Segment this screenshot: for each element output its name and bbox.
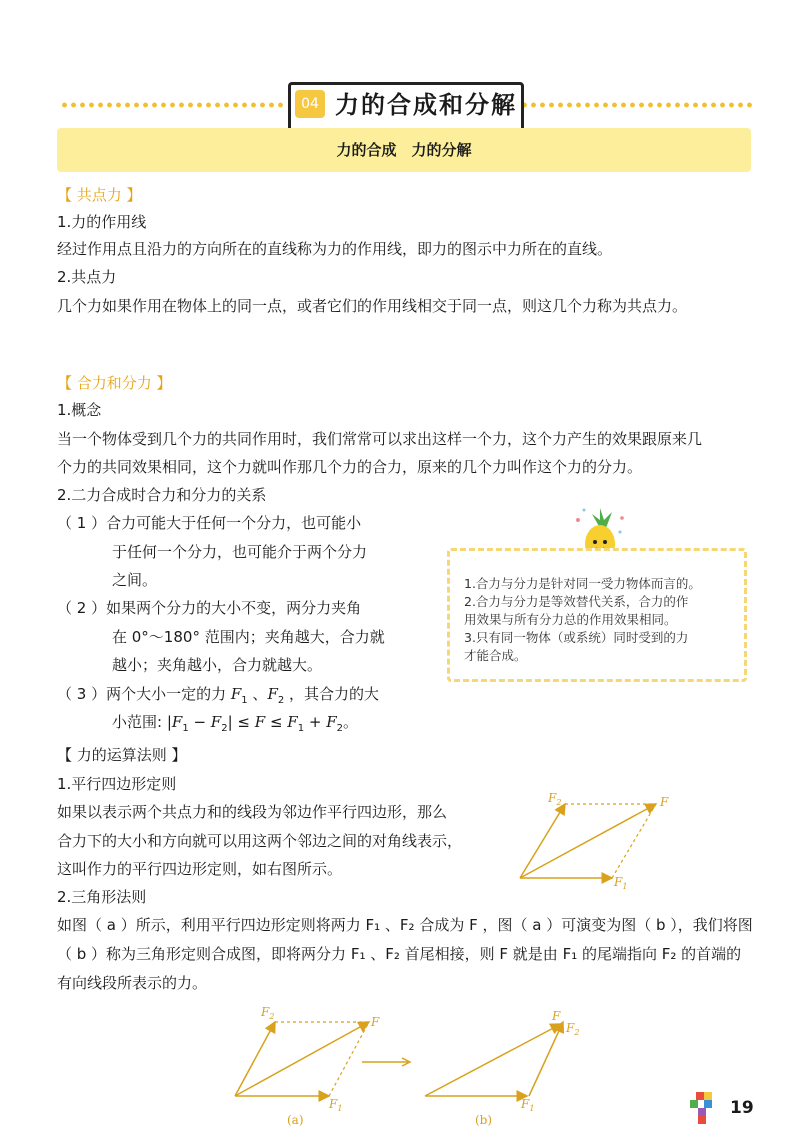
publisher-logo-icon bbox=[690, 1090, 720, 1124]
chapter-number: 04 bbox=[295, 90, 325, 118]
note-line: 1.合力与分力是针对同一受力物体而言的。 bbox=[464, 576, 701, 591]
note-box bbox=[447, 548, 747, 682]
label-f: F bbox=[552, 1009, 561, 1023]
point-2: 越小；夹角越小，合力就越大。 bbox=[112, 656, 323, 674]
page-number: 19 bbox=[730, 1098, 754, 1118]
chapter-header bbox=[288, 82, 524, 132]
point-2: （ 2 ）如果两个分力的大小不变，两分力夹角 bbox=[57, 599, 362, 617]
note-line: 用效果与所有分力总的作用效果相同。 bbox=[464, 612, 677, 627]
dashed-side bbox=[612, 804, 656, 878]
header-dots-right bbox=[520, 102, 756, 108]
header-dots-left bbox=[60, 102, 286, 108]
point-1: 于任何一个分力，也可能介于两个分力 bbox=[112, 543, 368, 561]
label-f2: $F_2$ bbox=[261, 1005, 275, 1021]
figure-b bbox=[415, 1000, 585, 1128]
label-f2: $F_2$ bbox=[548, 791, 562, 807]
paragraph: 这叫作力的平行四边形定则，如右图所示。 bbox=[57, 860, 343, 878]
paragraph: 有向线段所表示的力。 bbox=[57, 974, 208, 992]
note-line: 3.只有同一物体（或系统）同时受到的力 bbox=[464, 630, 689, 645]
label-f1: $F_1$ bbox=[614, 875, 628, 891]
transition-arrow-icon bbox=[360, 1056, 412, 1068]
item-title: 1.力的作用线 bbox=[57, 213, 147, 231]
caption-a: (a) bbox=[287, 1113, 304, 1127]
item-title: 2.二力合成时合力和分力的关系 bbox=[57, 486, 267, 504]
label-f1: $F_1$ bbox=[329, 1097, 343, 1113]
section-banner: 力的合成 力的分解 bbox=[57, 128, 751, 172]
vector-f bbox=[425, 1024, 561, 1096]
point-1: （ 1 ）合力可能大于任何一个分力，也可能小 bbox=[57, 514, 362, 532]
point-2: 在 0°～180° 范围内；夹角越大，合力就 bbox=[112, 628, 385, 646]
caption-b: (b) bbox=[475, 1113, 493, 1127]
point-3: （ 3 ）两个大小一定的力 $F_1$ 、$F_2$ ，其合力的大 bbox=[57, 685, 380, 706]
point-3-formula: 小范围: $|F_1 - F_2| \le F \le F_1 + F_2$。 bbox=[112, 713, 359, 734]
note-line: 2.合力与分力是等效替代关系，合力的作 bbox=[464, 594, 689, 609]
paragraph: 如图（ a ）所示，利用平行四边形定则将两力 F₁ 、F₂ 合成为 F ，图（ a ）可演变为图（ b ），我们将图 bbox=[57, 916, 753, 934]
label-f: F bbox=[660, 795, 669, 809]
note-line: 才能合成。 bbox=[464, 648, 527, 663]
vector-f2 bbox=[520, 804, 565, 878]
item-title: 1.平行四边形定则 bbox=[57, 775, 177, 793]
paragraph: 个力的共同效果相同，这个力就叫作那几个力的合力，原来的几个力叫作这个力的分力。 bbox=[57, 458, 643, 476]
paragraph: 几个力如果作用在物体上的同一点，或者它们的作用线相交于同一点，则这几个力称为共点力。 bbox=[57, 297, 688, 315]
label-f: F bbox=[371, 1015, 380, 1029]
vector-f2 bbox=[529, 1022, 563, 1096]
heading-concurrent-forces: 【 共点力 】 bbox=[57, 186, 142, 204]
paragraph: 当一个物体受到几个力的共同作用时，我们常常可以求出这样一个力，这个力产生的效果跟原来几 bbox=[57, 430, 703, 448]
item-title: 2.共点力 bbox=[57, 268, 117, 286]
paragraph: 经过作用点且沿力的方向所在的直线称为力的作用线，即力的图示中力所在的直线。 bbox=[57, 240, 613, 258]
point-1: 之间。 bbox=[112, 571, 158, 589]
paragraph: 合力下的大小和方向就可以用这两个邻边之间的对角线表示， bbox=[57, 832, 463, 850]
label-f1: $F_1$ bbox=[521, 1097, 535, 1113]
item-title: 2.三角形法则 bbox=[57, 888, 147, 906]
paragraph: （ b ）称为三角形定则合成图，即将两分力 F₁ 、F₂ 首尾相接，则 F 就是由 F₁ 的尾端指向 F₂ 的首端的 bbox=[57, 945, 742, 963]
heading-resultant: 【 合力和分力 】 bbox=[57, 374, 172, 392]
chapter-title: 力的合成和分解 bbox=[335, 90, 517, 119]
label-f2: $F_2$ bbox=[566, 1021, 580, 1037]
heading-rules: 【 力的运算法则 】 bbox=[57, 746, 187, 764]
item-title: 1.概念 bbox=[57, 401, 102, 419]
vector-f bbox=[520, 804, 656, 878]
parallelogram-figure bbox=[510, 790, 680, 892]
paragraph: 如果以表示两个共点力和的线段为邻边作平行四边形，那么 bbox=[57, 803, 448, 821]
